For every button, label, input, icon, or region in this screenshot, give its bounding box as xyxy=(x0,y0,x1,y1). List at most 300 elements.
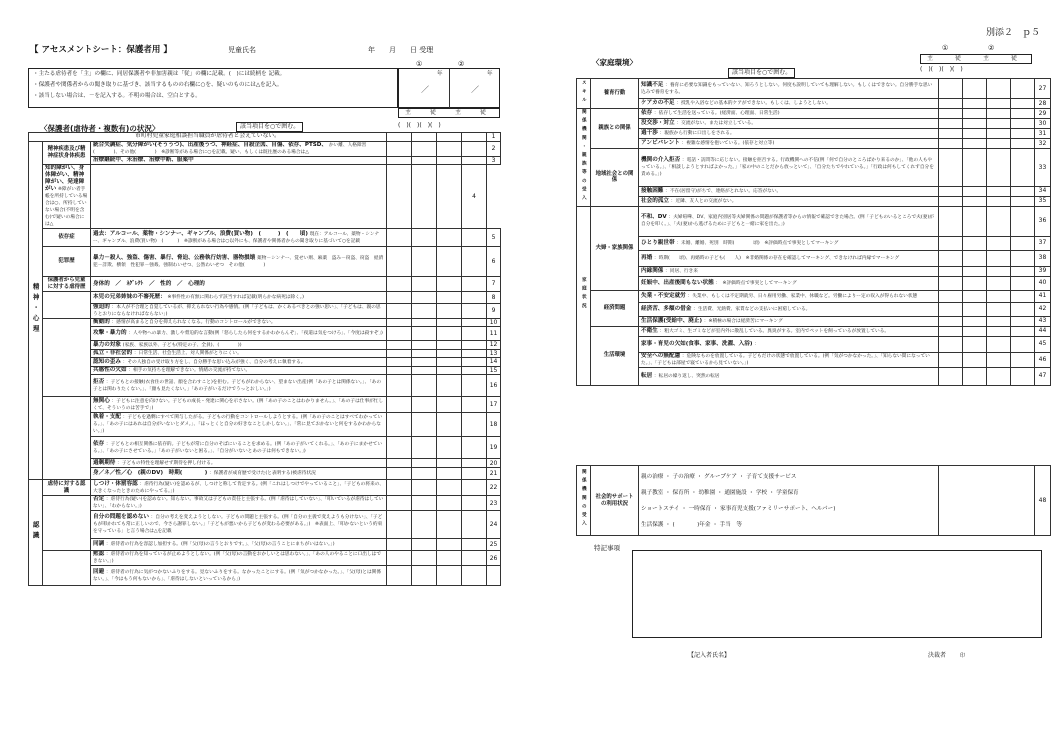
mark-cell[interactable] xyxy=(1011,186,1035,196)
mark-cell[interactable] xyxy=(437,375,462,397)
mark-cell[interactable] xyxy=(987,250,1011,266)
mark-cell[interactable] xyxy=(387,327,412,341)
mark-cell[interactable] xyxy=(939,206,963,236)
mark-cell[interactable] xyxy=(939,276,963,290)
mark-cell[interactable] xyxy=(387,551,412,566)
mark-cell[interactable] xyxy=(437,349,462,358)
mark-cell[interactable] xyxy=(963,109,987,119)
mark-cell[interactable] xyxy=(987,139,1011,149)
mark-cell[interactable] xyxy=(437,303,462,318)
mark-cell[interactable] xyxy=(437,133,462,142)
row-group: 夫婦・家族関係 xyxy=(591,206,639,290)
row-number: 45 xyxy=(1035,336,1051,352)
mark-cell[interactable] xyxy=(1011,316,1035,326)
table-row xyxy=(29,229,501,247)
row-number: 26 xyxy=(487,551,501,566)
row-group: 虐待に対する認識 xyxy=(43,480,91,496)
row-item: 家事・育児の欠如(食事、家事、洗濯、入浴) ： xyxy=(639,336,939,352)
mark-cell[interactable] xyxy=(987,316,1011,326)
mark-cell[interactable] xyxy=(462,468,487,480)
row-number xyxy=(487,566,501,586)
mark-cell[interactable] xyxy=(412,358,437,367)
mark-cell[interactable] xyxy=(939,129,963,139)
mark-cell[interactable] xyxy=(387,142,412,157)
mark-cell[interactable] xyxy=(412,165,437,229)
right-page xyxy=(528,0,1055,747)
mark-cell[interactable] xyxy=(939,290,963,302)
row-item: 不衛生 ：粗大ゴミ、生ゴミなどが室内外に散乱している。異臭がする。室内でペットを飼っているが放置している。 xyxy=(639,326,939,336)
row-number: 5 xyxy=(487,229,501,247)
table-row xyxy=(29,366,501,375)
mark-cell[interactable] xyxy=(987,290,1011,302)
mark-cell[interactable] xyxy=(939,316,963,326)
table-row xyxy=(577,119,1051,129)
mark-cell[interactable] xyxy=(462,156,487,165)
support-mark-cell[interactable] xyxy=(939,466,1035,536)
mark-cell[interactable] xyxy=(412,349,437,358)
mark-cell[interactable] xyxy=(1011,99,1035,109)
mark-cell[interactable] xyxy=(387,566,412,586)
mark-cell[interactable] xyxy=(987,302,1011,316)
mark-cell[interactable] xyxy=(437,413,462,437)
row-item: 否定 ：虐待行為(疑い)を認めない。知らない。事故又は子どもの責任と主張する。(例「虐待はしていない」、「叩いているが虐待はしていない」、「わからない。」) xyxy=(91,496,387,511)
mark-cell[interactable] xyxy=(437,459,462,468)
table-row xyxy=(577,266,1051,276)
mark-cell[interactable] xyxy=(412,156,437,165)
row-number: 1 xyxy=(487,133,501,142)
mark-cell[interactable] xyxy=(412,375,437,397)
mark-cell[interactable] xyxy=(412,511,437,539)
mark-cell[interactable] xyxy=(462,303,487,318)
mark-cell[interactable] xyxy=(1011,336,1035,352)
row-number: 3 xyxy=(487,156,501,165)
year-label: 年 xyxy=(487,71,493,77)
row-number: 17 xyxy=(487,397,501,413)
mark-cell[interactable] xyxy=(437,397,462,413)
row-item: 拒否 ：子どもとの接触(衣食住の世話、顔を合わすこと)を拒む。子どもがわからない、望まない出産(例「あの子とは関係ない。」、「あの子とは関わりたくない。」、「顔も見たくない。」「あの子がいるだけでうっとおしい。」) xyxy=(91,375,387,397)
mark-cell[interactable] xyxy=(412,291,437,303)
mark-cell[interactable] xyxy=(963,149,987,187)
mark-cell[interactable] xyxy=(963,196,987,206)
row-number: 4 xyxy=(462,165,487,229)
mark-cell[interactable] xyxy=(387,349,412,358)
mark-cell[interactable] xyxy=(462,229,487,247)
mark-cell[interactable] xyxy=(462,496,487,511)
sheet-title: 【 アセスメントシート：保護者用 】 xyxy=(30,45,172,55)
mark-cell[interactable] xyxy=(1011,79,1035,99)
mark-cell[interactable] xyxy=(939,302,963,316)
table-row xyxy=(29,459,501,468)
row-number: 36 xyxy=(1035,206,1051,236)
mark-cell[interactable] xyxy=(1011,109,1035,119)
col2-label: ② xyxy=(458,60,465,68)
mark-cell[interactable] xyxy=(437,229,462,247)
mark-cell[interactable] xyxy=(939,186,963,196)
mark-cell[interactable] xyxy=(437,496,462,511)
mark-cell[interactable] xyxy=(412,229,437,247)
mark-cell[interactable] xyxy=(387,459,412,468)
main-label: 主 xyxy=(455,109,462,116)
mark-cell[interactable] xyxy=(387,156,412,165)
mark-cell[interactable] xyxy=(939,79,963,99)
row-item: 過去：アルコール、薬物・シンナー、ギャンブル、浪費(買い物) ( ) ( 頃) 現在：アルコール、薬物・シンナー、ギャンブル、浪費(買い物) ( ) ※診断がある場合は○以外にも、保護者や関係者からの聞き取りに基づいて○を記載 xyxy=(91,229,387,247)
slash-mark: ／ xyxy=(471,85,479,94)
row-number: 33 xyxy=(1035,149,1051,187)
row-group xyxy=(43,318,91,397)
table-row xyxy=(29,437,501,459)
row-group: 経済問題 xyxy=(591,290,639,326)
row-number: 40 xyxy=(1035,276,1051,290)
mark-cell[interactable] xyxy=(462,413,487,437)
mark-cell[interactable] xyxy=(412,133,437,142)
mark-cell[interactable] xyxy=(412,327,437,341)
relation-paren: ( )( )( )( ) xyxy=(398,122,441,129)
table-row xyxy=(29,551,501,566)
table-row xyxy=(577,326,1051,336)
mark-cell[interactable] xyxy=(987,196,1011,206)
writer-label: 【記入者氏名】 xyxy=(688,652,731,659)
mark-cell[interactable] xyxy=(963,139,987,149)
mark-cell[interactable] xyxy=(987,206,1011,236)
table-row xyxy=(29,375,501,397)
mark-cell[interactable] xyxy=(939,266,963,276)
mark-cell[interactable] xyxy=(963,99,987,109)
mark-cell[interactable] xyxy=(987,367,1011,385)
table-row xyxy=(29,566,501,586)
mark-cell[interactable] xyxy=(412,142,437,157)
mark-cell[interactable] xyxy=(963,336,987,352)
mark-cell[interactable] xyxy=(387,291,412,303)
mark-cell[interactable] xyxy=(412,437,437,459)
page-label: 別添２ ｐ５ xyxy=(986,28,1041,38)
mark-cell[interactable] xyxy=(963,129,987,139)
mark-cell[interactable] xyxy=(1011,302,1035,316)
mark-cell[interactable] xyxy=(987,276,1011,290)
mark-cell[interactable] xyxy=(412,566,437,586)
table-row xyxy=(577,250,1051,266)
sub-label: 従 xyxy=(955,55,962,62)
mark-cell[interactable] xyxy=(963,302,987,316)
mark-cell[interactable] xyxy=(387,413,412,437)
mark-cell[interactable] xyxy=(412,480,437,496)
mark-cell[interactable] xyxy=(91,165,387,229)
mark-cell[interactable] xyxy=(412,341,437,350)
mark-cell[interactable] xyxy=(387,303,412,318)
mark-cell[interactable] xyxy=(437,551,462,566)
row-number: 2 xyxy=(487,142,501,157)
mark-cell[interactable] xyxy=(412,496,437,511)
mark-cell[interactable] xyxy=(1011,139,1035,149)
table-row xyxy=(29,277,501,292)
mark-cell[interactable] xyxy=(462,375,487,397)
row-item: 依存 ：子どもとの相互関係に依存的。子どもが常に自分のそばにいることを求める。(例「あの子がいてくれる。」、「あの子にまかせている。」、「あの子にさせている。」「あの子がいないと困る。」、「自分がいないとあの子は何もできない。」) xyxy=(91,437,387,459)
row-number: 46 xyxy=(1035,352,1051,367)
mark-cell[interactable] xyxy=(437,341,462,350)
mark-cell[interactable] xyxy=(462,349,487,358)
mark-cell[interactable] xyxy=(387,247,412,277)
row-group: 地域社会との関係 xyxy=(591,149,639,207)
mark-cell[interactable] xyxy=(462,277,487,292)
mark-cell[interactable] xyxy=(412,397,437,413)
mark-cell[interactable] xyxy=(462,133,487,142)
row-item: 治療継続中、未治療、治療中断、服薬中 xyxy=(91,156,387,165)
mark-cell[interactable] xyxy=(412,303,437,318)
mark-cell[interactable] xyxy=(987,336,1011,352)
mark-cell[interactable] xyxy=(939,352,963,367)
table-row xyxy=(577,109,1051,119)
mark-cell[interactable] xyxy=(1011,119,1035,129)
mark-cell[interactable] xyxy=(987,79,1011,99)
row-number: 37 xyxy=(1035,236,1051,250)
table-row xyxy=(577,276,1051,290)
table-row xyxy=(577,196,1051,206)
row-item: 身体的 ／ ﾈｸﾞﾚｸﾄ ／ 性的 ／ 心理的 xyxy=(91,277,387,292)
row-item: 内縁関係 ：同居、行き来 xyxy=(639,266,939,276)
support-options xyxy=(639,466,939,536)
row-item: 執着・支配 ：子どもを過剰にすべて関与したがる。子どもの行動をコントロールしようとする。(例「あの子のことはすべてわかっている。」、「あの子にはあれは自分がいないとダメ。」、「ほっとくと自分の好きなことしかしない。」、「常に見ておかないと何をするかわからない。」) xyxy=(91,413,387,437)
relation-paren: ( )( )( )( ) xyxy=(920,66,963,73)
mark-cell[interactable] xyxy=(1011,266,1035,276)
mark-cell[interactable] xyxy=(437,142,462,157)
table-row xyxy=(29,247,501,277)
child-name-label: 児童氏名 xyxy=(228,46,256,54)
mark-cell[interactable] xyxy=(939,367,963,385)
mark-cell[interactable] xyxy=(963,316,987,326)
mark-cell[interactable] xyxy=(387,358,412,367)
mark-cell[interactable] xyxy=(412,413,437,437)
mark-cell[interactable] xyxy=(963,206,987,236)
row-number: 22 xyxy=(487,480,501,496)
mark-cell[interactable] xyxy=(412,318,437,327)
mark-cell[interactable] xyxy=(1011,149,1035,187)
row-item: 本児の兄弟姉妹の不審死歴： ※事件性の有無に関わらず該当すれば記載(明らかな病死は除く。) xyxy=(91,291,387,303)
mark-cell[interactable] xyxy=(387,496,412,511)
mark-cell[interactable] xyxy=(987,326,1011,336)
mark-cell[interactable] xyxy=(387,375,412,397)
mark-cell[interactable] xyxy=(387,397,412,413)
mark-cell[interactable] xyxy=(987,352,1011,367)
table-row xyxy=(29,341,501,350)
protector-status-table xyxy=(28,132,501,586)
mark-cell[interactable] xyxy=(437,366,462,375)
mark-cell[interactable] xyxy=(462,459,487,468)
mark-cell[interactable] xyxy=(412,539,437,551)
received-date-label: 年 月 日 受理 xyxy=(368,46,434,54)
table-row xyxy=(29,468,501,480)
mark-cell[interactable] xyxy=(963,326,987,336)
mark-cell[interactable] xyxy=(387,480,412,496)
table-row xyxy=(577,129,1051,139)
category-mind: 精神・心理 xyxy=(29,142,43,480)
mark-cell[interactable] xyxy=(462,327,487,341)
mark-cell[interactable] xyxy=(387,468,412,480)
mark-cell[interactable] xyxy=(437,480,462,496)
mark-cell[interactable] xyxy=(437,156,462,165)
mark-cell[interactable] xyxy=(387,133,412,142)
mark-cell[interactable] xyxy=(939,236,963,250)
instruction-line: ・主たる虐待者を「主」の欄に、同居保護者や非加害親は「従」の欄に記載。( )には続柄を 記載。 xyxy=(33,71,286,77)
mark-cell[interactable] xyxy=(963,352,987,367)
mark-cell[interactable] xyxy=(1011,196,1035,206)
table-row xyxy=(29,133,501,142)
mark-cell[interactable] xyxy=(462,397,487,413)
row-number: 25 xyxy=(487,539,501,551)
mark-cell[interactable] xyxy=(1011,206,1035,236)
mark-cell[interactable] xyxy=(462,358,487,367)
row-item: 同調 ：虐待者の行為を容認し加担する。(例「父(母)の言うとおりです。」、「父(母)の言うことにまちがいはない。」) xyxy=(91,539,387,551)
mark-cell[interactable] xyxy=(1011,326,1035,336)
mark-cell[interactable] xyxy=(987,149,1011,187)
col1-label: ① xyxy=(416,60,423,68)
mark-cell[interactable] xyxy=(437,318,462,327)
mark-cell[interactable] xyxy=(437,165,462,229)
row-item: 知的障がい、身体障がい、精神障がい、発達障がい ※障がい者手帳を所持している場合は○、所持していない場合(不明を含む)で疑いの場合には△ xyxy=(43,165,91,229)
mark-cell[interactable] xyxy=(387,511,412,539)
row-number: 41 xyxy=(1035,290,1051,302)
support-line: 親の治療 ・ 子の治療 ・ グループケア ・ 子育て支援サービス xyxy=(641,473,797,480)
row-number: 31 xyxy=(1035,129,1051,139)
mark-cell[interactable] xyxy=(939,149,963,187)
mark-cell[interactable] xyxy=(437,437,462,459)
mark-cell[interactable] xyxy=(387,318,412,327)
mark-cell[interactable] xyxy=(387,539,412,551)
mark-cell[interactable] xyxy=(437,539,462,551)
table-row xyxy=(29,165,501,229)
row-item: ケアカの不足 ：授乳や入浴などの基本的ケアができない。もしくは、しようとしない。 xyxy=(639,99,939,109)
mark-cell[interactable] xyxy=(387,366,412,375)
table-row xyxy=(29,318,501,327)
mark-cell[interactable] xyxy=(437,247,462,277)
mark-cell[interactable] xyxy=(437,327,462,341)
row-item: 認知の歪み ：その人独自の受け取り方をし、自分勝手な思い込みが強く、自分の考えに執着する。 xyxy=(91,358,387,367)
left-section-title: 〈保護者(虐待者・複数有)の状況〉 xyxy=(40,124,160,133)
sub-label: 従 xyxy=(430,109,437,116)
mark-cell[interactable] xyxy=(462,142,487,157)
mark-cell[interactable] xyxy=(462,291,487,303)
mark-cell[interactable] xyxy=(963,250,987,266)
mark-cell[interactable] xyxy=(987,109,1011,119)
mark-cell[interactable] xyxy=(462,341,487,350)
mark-cell[interactable] xyxy=(462,511,487,539)
mark-cell[interactable] xyxy=(462,539,487,551)
mark-cell[interactable] xyxy=(437,468,462,480)
mark-cell[interactable] xyxy=(963,367,987,385)
mark-cell[interactable] xyxy=(939,109,963,119)
table-row xyxy=(29,511,501,539)
instruction-line: ・保護者や関係者からの聞き取りに基づき、該当するものの右欄に○を、疑いのものには△を記入。 xyxy=(33,81,283,88)
row-item: 不和、DV ：夫婦喧嘩、DV、家庭内別居等夫婦関係の問題が保護者等からの情報で確認できた場合。(例「子どものいるところで夫(妻)が自分を叩く。」、「夫(妻)から逃げるために子どもと一緒に家を出た。」) xyxy=(639,206,939,236)
mark-cell[interactable] xyxy=(939,119,963,129)
mark-cell[interactable] xyxy=(1011,129,1035,139)
mark-cell[interactable] xyxy=(387,437,412,459)
row-item: ひとり親世帯 ：未婚、離婚、死別 時期( 頃) ※評価時点で事実としてマーキング xyxy=(639,236,939,250)
row-item: 安全への無配慮 ：危険なものを放置している。子どもだけの状態で放置している。(例「気がつかなかった。」、「知らない間になっていた。」、「子どもは部屋で寝ているから見ていない。」) xyxy=(639,352,939,367)
mark-cell[interactable] xyxy=(963,266,987,276)
mark-cell[interactable] xyxy=(987,186,1011,196)
meeting-note: 市町村児童家庭相談担当職員が虐待者と会えていない。 xyxy=(29,133,387,142)
mark-cell[interactable] xyxy=(437,358,462,367)
instruction-line: ・該当しない場合は、－を記入する。不明の場合は、空白とする。 xyxy=(33,92,201,99)
mark-cell[interactable] xyxy=(412,468,437,480)
mark-cell[interactable] xyxy=(987,236,1011,250)
main-label: 主 xyxy=(927,55,934,62)
mark-cell[interactable] xyxy=(963,186,987,196)
row-number: 38 xyxy=(1035,250,1051,266)
row-number: 34 xyxy=(1035,186,1051,196)
mark-cell[interactable] xyxy=(462,247,487,277)
mark-cell[interactable] xyxy=(1011,276,1035,290)
row-item: 転居 ：転居の繰り返し、突然の転居 xyxy=(639,367,939,385)
mark-cell[interactable] xyxy=(939,250,963,266)
mark-cell[interactable] xyxy=(939,326,963,336)
slash-mark: ／ xyxy=(421,85,429,94)
mark-cell[interactable] xyxy=(462,480,487,496)
mark-cell[interactable] xyxy=(412,366,437,375)
mark-cell[interactable] xyxy=(1011,236,1035,250)
mark-cell[interactable] xyxy=(412,551,437,566)
mark-cell[interactable] xyxy=(387,229,412,247)
mark-cell[interactable] xyxy=(387,277,412,292)
row-item: アンビバレント ：複雑な感情を抱いている。(依存と対立等) xyxy=(639,139,939,149)
mark-cell[interactable] xyxy=(437,511,462,539)
table-row xyxy=(577,316,1051,326)
row-item: 経済苦、多額の借金 ：生活費、光熱費、家賃などの支払いに困窮している。 xyxy=(639,302,939,316)
mark-cell[interactable] xyxy=(987,119,1011,129)
mark-cell[interactable] xyxy=(939,196,963,206)
mark-cell[interactable] xyxy=(1011,352,1035,367)
mark-cell[interactable] xyxy=(437,291,462,303)
mark-cell[interactable] xyxy=(437,566,462,586)
mark-cell[interactable] xyxy=(987,129,1011,139)
mark-cell[interactable] xyxy=(437,277,462,292)
mark-cell[interactable] xyxy=(1011,290,1035,302)
mark-cell[interactable] xyxy=(387,165,412,229)
mark-cell[interactable] xyxy=(462,566,487,586)
mark-cell[interactable] xyxy=(963,79,987,99)
mark-cell[interactable] xyxy=(987,99,1011,109)
mark-cell[interactable] xyxy=(412,459,437,468)
mark-cell[interactable] xyxy=(1011,250,1035,266)
table-row xyxy=(29,291,501,303)
mark-cell[interactable] xyxy=(412,247,437,277)
mark-cell[interactable] xyxy=(963,276,987,290)
mark-cell[interactable] xyxy=(987,266,1011,276)
row-number: 9 xyxy=(487,303,501,318)
row-group: 犯罪歴 xyxy=(43,247,91,277)
row-number: 35 xyxy=(1035,196,1051,206)
row-item: 強迫的 ：本人が不合理と自覚しているが、抑えられない行為や感情。(例「子どもは、かくあるべきとの強い思い」、「子どもは、親の思うとおりにならなければならない」) xyxy=(91,303,387,318)
notes-box[interactable] xyxy=(632,550,1042,638)
mark-cell[interactable] xyxy=(963,290,987,302)
mark-cell[interactable] xyxy=(939,336,963,352)
mark-cell[interactable] xyxy=(462,437,487,459)
mark-cell[interactable] xyxy=(462,366,487,375)
row-item: 再婚 ：時期( 頃)、再婚時の子ども( 人) ※非婚関係の存在を確認してマーキング、できなければ内縁でマーキング xyxy=(639,250,939,266)
mark-cell[interactable] xyxy=(963,119,987,129)
approver-label: 決裁者 xyxy=(928,652,947,659)
mark-cell[interactable] xyxy=(939,99,963,109)
mark-cell[interactable] xyxy=(462,551,487,566)
mark-cell[interactable] xyxy=(462,318,487,327)
mark-cell[interactable] xyxy=(387,341,412,350)
mark-cell[interactable] xyxy=(939,139,963,149)
mark-cell[interactable] xyxy=(963,236,987,250)
row-number: 27 xyxy=(1035,79,1051,99)
mark-cell[interactable] xyxy=(412,277,437,292)
mark-cell[interactable] xyxy=(1011,367,1035,385)
table-row xyxy=(577,367,1051,385)
row-item: 身／ネ／性／心 (親のDV) 時期( ) ：保護者が成育歴で受けた(と表明する)被虐待状況 xyxy=(91,468,387,480)
